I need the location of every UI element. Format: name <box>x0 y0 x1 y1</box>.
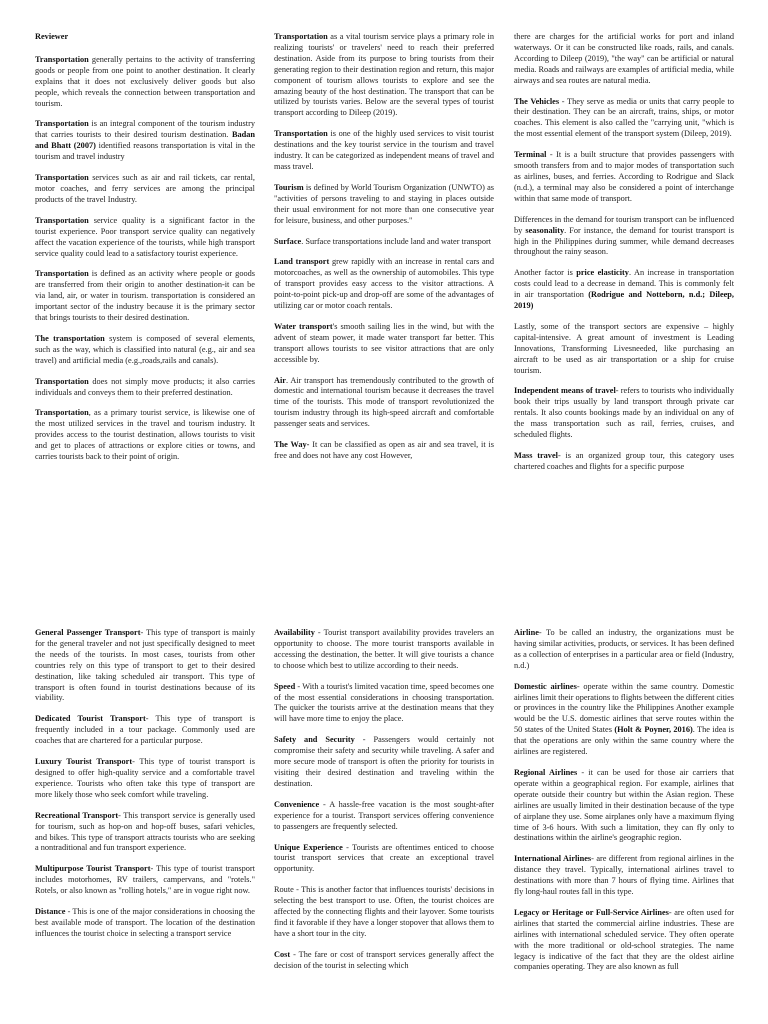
bold-term: Dedicated Tourist Transport <box>35 714 146 724</box>
bold-term: The Way- <box>274 440 310 450</box>
text-run: system is composed of several elements, such as the way, which is classified into natural (e.g., air and sea travel) and artificial media (e.g.,roads,rails and canals). <box>35 333 255 365</box>
paragraph <box>514 386 734 441</box>
bold-term: Terminal <box>514 150 547 160</box>
bold-term: Transportation <box>274 32 328 41</box>
paragraph <box>274 440 494 462</box>
text-run: . Surface transportations include land and water transport <box>301 236 492 246</box>
paragraph <box>35 32 255 43</box>
paragraph <box>35 408 255 463</box>
paragraph <box>35 334 255 367</box>
text-run: - are different from regional airlines in the distance they travel. Typically, international airlines travel to destinations with more than 7 hours of flying time. Airlines that fly long-haul routes fall in this type. <box>514 854 734 897</box>
paragraph <box>514 150 734 205</box>
text-run: - They serve as media or units that carry people to their destination. They can be an aircraft, trains, ships, or motor coaches. This element is also called the "carrying unit, "which is the most essential element of the transport system (Dileep, 2019). <box>514 96 734 139</box>
bold-term: (Rodrigue and Notteborn, n.d.; Dileep, 2019) <box>514 290 734 311</box>
text-run: grew rapidly with an increase in rental cars and motorcoaches, as well as the ownership of automobiles. This type of transport provides easy access to the visitor attractions. A point-to-point pick-up and drop-off are some of the advantages of utilizing car or motor coach rentals. <box>274 257 494 311</box>
paragraph <box>274 183 494 227</box>
bold-term: (Holt & Poyner, 2016) <box>614 725 693 735</box>
paragraph <box>514 268 734 312</box>
bold-term: Legacy or Heritage or Full-Service Airlines <box>514 907 669 917</box>
text-run: - refers to tourists who individually book their trips usually by land transport through private car rentals. It also counts bookings made by an individual on any of the mass transportation such as rail, ferries, cruises, and scheduled flights. <box>514 386 734 440</box>
text-run: there are charges for the artificial works for port and inland waterways. Or it can be constructed like roads, rails, and canals. According to Dileep (2019), "the way" can be artificial or natural media. Roads and railways are examples of artificial media, while airways and sea routes are natural media. <box>514 32 734 85</box>
paragraph <box>514 682 734 758</box>
bold-term: Mass travel <box>514 451 558 460</box>
paragraph <box>35 55 255 110</box>
text-run: - Tourists are oftentimes enticed to choose tourist transport services that create an exceptional travel opportunity. <box>274 842 494 874</box>
text-run: Another factor is <box>514 268 577 278</box>
paragraph <box>274 257 494 312</box>
text-run: is an integral component of the tourism industry that carries tourists to their desired tourism destination. <box>35 119 255 140</box>
top-left-column <box>35 32 255 560</box>
bold-term: Surface <box>274 236 302 246</box>
top-middle-column <box>274 32 494 560</box>
text-run: - it can be used for those air carriers that operate within a geographical region. For example, airlines that operate outside their country but within the Asian region. These airlines are usually limited in their destination because of the type of airplane they use. Some airplanes only have a maximum flying time of 3-6 hours. With such a limitation, they can fly only to destinations within the airline's geographic region. <box>514 767 734 843</box>
bold-term: Convenience <box>274 799 320 809</box>
bold-term: Air <box>274 375 286 385</box>
paragraph <box>35 119 255 163</box>
bold-term: Transportation <box>35 215 89 225</box>
paragraph <box>514 322 734 377</box>
bold-term: Transportation <box>35 376 89 386</box>
paragraph <box>35 907 255 940</box>
bold-term: Availability <box>274 628 315 637</box>
bold-term: The transportation <box>35 333 105 343</box>
paragraph <box>274 628 494 672</box>
paragraph <box>35 216 255 260</box>
text-run: does not simply move products; it also carries individuals and conveys them to their preferred destination. <box>35 376 255 397</box>
paragraph <box>514 768 734 844</box>
paragraph <box>514 908 734 973</box>
bold-term: Water transport <box>274 321 333 331</box>
paragraph <box>514 97 734 141</box>
text-run: - This type of tourist transport includes motorhomes, RV trailers, campervans, and "rotels." Rotels, or also known as "rolling hotels," are in vogue right now. <box>35 864 255 896</box>
bold-term: Speed <box>274 681 296 691</box>
paragraph <box>35 811 255 855</box>
text-run: . The idea is that the operations are only within the same country where the airlines are registered. <box>514 725 734 757</box>
text-run: - It is a built structure that provides passengers with smooth transfers from and to major modes of transportation such as airlines, buses, and ferries. According to Rodrigue and Slack (n.d.), a terminal may also be considered a point of interchange within that same mode of transport. <box>514 150 734 203</box>
bold-term: seasonality <box>525 225 565 235</box>
bold-term: Regional Airlines <box>514 767 578 777</box>
paragraph <box>35 377 255 399</box>
bold-term: Transportation <box>35 54 89 64</box>
paragraph <box>274 735 494 790</box>
text-run: - Passengers would certainly not compromise their safety and security while traveling. A safer and more secure mode of transport is often the priority for tourists in visiting their desired destination and traveling within the destination. <box>274 735 494 788</box>
text-run: - The fare or cost of transport services generally affect the decision of the tourist in selecting which <box>274 949 494 970</box>
paragraph <box>514 451 734 473</box>
bold-term: Recreational Transport <box>35 810 119 820</box>
text-run: . An increase in transportation costs could lead to a decrease in demand. This is commonly felt in air transportation <box>514 268 734 300</box>
text-run: - are often used for airlines that started the commercial airline industries. These are airlines with international scheduled service. They often operate with the more traditional or old-school strategies. The name legacy is indicative of the fact that they are the oldest airline companies operating. They are also known as full <box>514 907 734 972</box>
text-run: service quality is a significant factor in the tourist experience. Poor transport service quality can negatively affect the vacation experience of the tourists, while high transport service quality could lead to a satisfactory tourist experience. <box>35 215 255 258</box>
bold-term: International Airlines <box>514 854 592 864</box>
paragraph <box>35 173 255 206</box>
text-run: services such as air and rail tickets, car rental, motor coaches, and ferry services are among the principal products of the travel Industry. <box>35 173 255 204</box>
text-run: - To be called an industry, the organizations must be having similar activities, products, or services. It has been defined as a collection of enterprises in a particular area or field (Industry, n.d.) <box>514 628 734 670</box>
paragraph <box>35 628 255 704</box>
bottom-middle-column <box>274 628 494 1024</box>
text-run: Differences in the demand for tourism transport can be influenced by <box>514 214 734 235</box>
text-run: - A hassle-free vacation is the most sought-after experience for a tourist. Transport services offering convenience to passengers are frequently selected. <box>274 799 494 831</box>
text-run: is defined by World Tourism Organization (UNWTO) as "activities of persons traveling to and staying in places outside their usual environment for not more than one consecutive year for leisure, business, and other purposes." <box>274 182 494 225</box>
text-run: generally pertains to the activity of transferring goods or people from one point to another destination. It clearly explains that it does not exclusively deliver goods but also people, which reveals the connection between transportation and tourism. <box>35 54 255 108</box>
text-run: Lastly, some of the transport sectors are expensive – highly capital-intensive. A great amount of investment is Leading Innovations, Transforming Livesneeded, like purchasing an aircraft to be used as air transportation or a ship for cruise tourism. <box>514 321 734 375</box>
paragraph <box>35 757 255 801</box>
bold-term: price elasticity <box>576 268 629 278</box>
paragraph <box>514 32 734 87</box>
text-run: - This is one of the major considerations in choosing the best available mode of transport. The location of the destination influences the tourist choice in selecting a transport service <box>35 907 255 938</box>
text-run: Route - This is another factor that influences tourists' decisions in selecting the best transport to use. Often, the tourist choices are affected by the connecting flights and their layover. Some tourists find it favorable if they have a longer stopover that allows them to have a short tour in the city. <box>274 885 494 938</box>
paragraph <box>274 843 494 876</box>
paragraph <box>274 129 494 173</box>
text-run: It can be classified as open as air and sea travel, it is free and does not have any cost However, <box>274 440 494 460</box>
bold-term: Land transport <box>274 257 330 267</box>
bottom-right-column <box>514 628 734 1024</box>
bold-term: The Vehicles <box>514 96 560 106</box>
paragraph <box>274 800 494 833</box>
paragraph <box>274 376 494 431</box>
top-right-column <box>514 32 734 560</box>
paragraph <box>514 215 734 259</box>
bold-term: Luxury Tourist Transport <box>35 757 133 767</box>
bold-term: Transportation <box>274 129 328 139</box>
bold-term: Badan and Bhatt (2007) <box>35 130 255 151</box>
bold-term: Transportation <box>35 408 89 418</box>
bold-term: Transportation <box>35 269 89 279</box>
text-run: 's smooth sailing lies in the wind, but with the advent of steam power, it made water transport far better. This transport allows tourists to see visitor attractions that are only accessible by. <box>274 321 494 364</box>
text-run: is one of the highly used services to visit tourist destinations and the key tourist service in the tourism and travel industry. It can be categorized as independent means of travel and mass travel. <box>274 129 494 171</box>
text-run: - This type of transport is mainly for the general traveler and not just specifically designed to meet the needs of the tourists. In most cases, tourists from other countries rely on this type of transport to get to their desired destination, like taking scheduled air transport. This type of transport is often found in tourist destinations because of its viability. <box>35 628 255 703</box>
bold-term: Safety and Security <box>274 735 355 745</box>
text-run: - Tourist transport availability provides travelers an opportunity to choose. The more tourist transports available in accessing the destination, the better. It will give tourists a chance to choose which best to utilize according to their needs. <box>274 628 494 670</box>
bold-term: General Passenger Transport <box>35 628 141 637</box>
bold-term: Cost <box>274 949 291 959</box>
bold-term: Independent means of travel <box>514 386 616 396</box>
text-run: - With a tourist's limited vacation time, speed becomes one of the most essential considerations in choosing transportation. The quicker the tourists arrive at the destination means that they will have more time to enjoy the place. <box>274 681 494 724</box>
text-run: - This type of tourist transport is designed to offer high-quality service and a comfortable travel experience. Tourists who often take this type of transport are more likely those who seek comfort while traveling. <box>35 757 255 799</box>
paragraph <box>514 628 734 672</box>
bold-term: Airline <box>514 628 539 637</box>
paragraph <box>274 32 494 119</box>
paragraph <box>35 864 255 897</box>
text-run: - operate within the same country. Domestic airlines limit their operations to flights between the different cities or provinces in the country like the Philippines Another example would be the U.S. domestic airlines that serve routes within the 50 states of the United States <box>514 681 734 735</box>
paragraph <box>274 885 494 940</box>
text-run: . Air transport has tremendously contributed to the growth of domestic and international tourism because it decreases the travel time of the tourists. This mode of transport revolutionized the tourism industry through its high-speed aircraft and comfortable passenger seats and services. <box>274 375 494 429</box>
bold-term: Unique Experience <box>274 842 343 852</box>
text-run: - This type of transport is frequently included in a tour package. Commonly used are coaches that are chartered for a particular purpose. <box>35 714 255 746</box>
bold-term: Reviewer <box>35 32 69 41</box>
bottom-left-column <box>35 628 255 1024</box>
bold-term: Transportation <box>35 119 89 129</box>
paragraph <box>35 714 255 747</box>
text-run: is defined as an activity where people or goods are transferred from their origin to another destination-it can be via land, air, or water in tourism. transportation is considered an important sector of the industry because it is the primary sector that brings tourists to their desired destination. <box>35 269 255 323</box>
text-run: identified reasons transportation is vital in the tourism and travel industry <box>35 141 255 162</box>
paragraph <box>514 854 734 898</box>
paragraph <box>274 950 494 972</box>
text-run: . For instance, the demand for tourist transport is high in the Philippines during summer, while demand decreases throughout the rainy season. <box>514 225 734 257</box>
text-run: - This transport service is generally used for tourism, such as hop-on and hop-off buses, safari vehicles, and bikes. This type of transport attracts tourists who are seeking a nontraditional and fun transport experience. <box>35 810 255 853</box>
text-run: - is an organized group tour, this category uses chartered coaches and flights for a specific purpose <box>514 451 734 471</box>
bold-term: Transportation <box>35 173 89 183</box>
text-run: as a vital tourism service plays a primary role in realizing tourists' or travelers' need to reach their preferred destination. Aside from its purpose to bring tourists from their generating region to their destination region and return, this major component of tourism allows tourists to explore and see the amazing beauty of the host destination. The transport that can be utilized by tourists varies. Below are the several types of tourist transport according to Dileep (2019). <box>274 32 494 118</box>
bold-term: Tourism <box>274 182 304 192</box>
bold-term: Distance <box>35 907 66 917</box>
bold-term: Multipurpose Tourist Transport <box>35 864 151 874</box>
paragraph <box>274 322 494 366</box>
text-run: , as a primary tourist service, is likewise one of the most utilized services in the travel and tourism industry. It provides access to the tourist destination, allows tourists to visit and get to places of attractions or explore cities or towns, and carries tourists back to their point of origin. <box>35 408 255 462</box>
paragraph <box>274 682 494 726</box>
bold-term: Domestic airlines <box>514 681 577 691</box>
paragraph <box>274 237 494 248</box>
paragraph <box>35 269 255 324</box>
